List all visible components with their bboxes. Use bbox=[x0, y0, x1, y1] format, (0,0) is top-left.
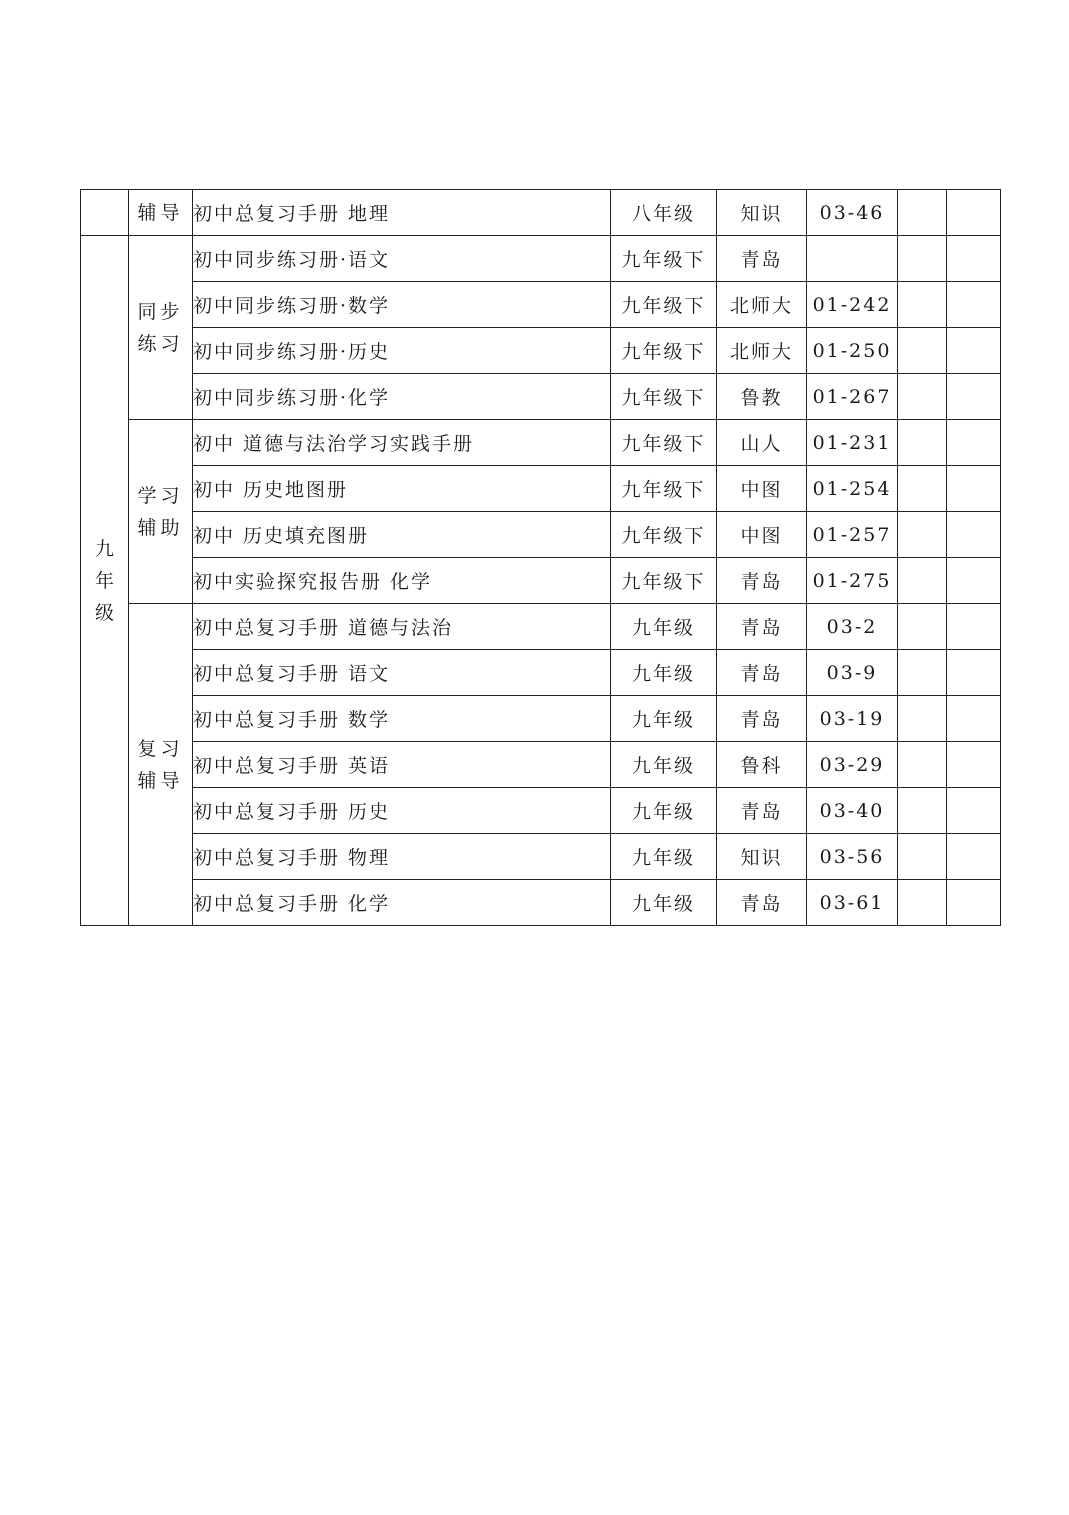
publisher-cell: 北师大 bbox=[717, 282, 807, 328]
publisher-cell: 青岛 bbox=[717, 236, 807, 282]
table-row bbox=[81, 604, 1001, 650]
empty-cell bbox=[947, 190, 1001, 236]
empty-cell bbox=[898, 558, 947, 604]
code-cell: 01-257 bbox=[807, 512, 898, 558]
title-cell: 初中同步练习册·化学 bbox=[193, 374, 611, 420]
table-row bbox=[81, 190, 1001, 236]
empty-cell bbox=[947, 650, 1001, 696]
grade-cell: 九年级 bbox=[81, 236, 129, 926]
code-cell: 03-2 bbox=[807, 604, 898, 650]
code-cell: 03-61 bbox=[807, 880, 898, 926]
title-cell: 初中总复习手册 化学 bbox=[193, 880, 611, 926]
book-list-table bbox=[80, 189, 1001, 926]
code-cell: 01-250 bbox=[807, 328, 898, 374]
category-cell: 复习辅导 bbox=[129, 604, 193, 926]
code-cell: 01-231 bbox=[807, 420, 898, 466]
publisher-cell: 青岛 bbox=[717, 880, 807, 926]
table-row bbox=[81, 696, 1001, 742]
publisher-cell: 青岛 bbox=[717, 604, 807, 650]
empty-cell bbox=[898, 374, 947, 420]
empty-cell bbox=[898, 190, 947, 236]
empty-cell bbox=[947, 466, 1001, 512]
empty-cell bbox=[898, 328, 947, 374]
empty-cell bbox=[898, 512, 947, 558]
publisher-cell: 青岛 bbox=[717, 696, 807, 742]
level-cell: 九年级下 bbox=[611, 236, 717, 282]
title-cell: 初中总复习手册 地理 bbox=[193, 190, 611, 236]
code-cell: 01-254 bbox=[807, 466, 898, 512]
level-cell: 九年级下 bbox=[611, 420, 717, 466]
level-cell: 九年级下 bbox=[611, 282, 717, 328]
title-cell: 初中总复习手册 英语 bbox=[193, 742, 611, 788]
code-cell: 03-29 bbox=[807, 742, 898, 788]
code-cell: 03-40 bbox=[807, 788, 898, 834]
title-cell: 初中同步练习册·语文 bbox=[193, 236, 611, 282]
title-cell: 初中总复习手册 语文 bbox=[193, 650, 611, 696]
category-cell: 辅导 bbox=[129, 190, 193, 236]
level-cell: 九年级下 bbox=[611, 512, 717, 558]
code-cell: 03-9 bbox=[807, 650, 898, 696]
empty-cell bbox=[898, 834, 947, 880]
title-cell: 初中总复习手册 物理 bbox=[193, 834, 611, 880]
empty-cell bbox=[947, 788, 1001, 834]
code-cell bbox=[807, 236, 898, 282]
table-row bbox=[81, 328, 1001, 374]
empty-cell bbox=[898, 650, 947, 696]
empty-cell bbox=[947, 282, 1001, 328]
empty-cell bbox=[947, 880, 1001, 926]
level-cell: 九年级 bbox=[611, 834, 717, 880]
empty-cell bbox=[947, 558, 1001, 604]
level-cell: 九年级下 bbox=[611, 374, 717, 420]
title-cell: 初中 历史填充图册 bbox=[193, 512, 611, 558]
code-cell: 03-19 bbox=[807, 696, 898, 742]
empty-cell bbox=[898, 282, 947, 328]
table-row bbox=[81, 512, 1001, 558]
code-cell: 01-275 bbox=[807, 558, 898, 604]
publisher-cell: 北师大 bbox=[717, 328, 807, 374]
level-cell: 九年级 bbox=[611, 880, 717, 926]
empty-cell bbox=[947, 512, 1001, 558]
table-row bbox=[81, 466, 1001, 512]
empty-cell bbox=[898, 466, 947, 512]
level-cell: 九年级 bbox=[611, 650, 717, 696]
empty-cell bbox=[898, 604, 947, 650]
empty-cell bbox=[947, 236, 1001, 282]
table-row bbox=[81, 742, 1001, 788]
table-row bbox=[81, 374, 1001, 420]
title-cell: 初中 历史地图册 bbox=[193, 466, 611, 512]
empty-cell bbox=[898, 236, 947, 282]
category-cell: 同步练习 bbox=[129, 236, 193, 420]
level-cell: 九年级 bbox=[611, 742, 717, 788]
publisher-cell: 中图 bbox=[717, 466, 807, 512]
table-row bbox=[81, 834, 1001, 880]
empty-cell bbox=[947, 328, 1001, 374]
empty-cell bbox=[947, 834, 1001, 880]
publisher-cell: 鲁科 bbox=[717, 742, 807, 788]
title-cell: 初中总复习手册 道德与法治 bbox=[193, 604, 611, 650]
table-row bbox=[81, 236, 1001, 282]
table-row bbox=[81, 788, 1001, 834]
publisher-cell: 中图 bbox=[717, 512, 807, 558]
level-cell: 八年级 bbox=[611, 190, 717, 236]
level-cell: 九年级下 bbox=[611, 466, 717, 512]
publisher-cell: 山人 bbox=[717, 420, 807, 466]
empty-cell bbox=[898, 420, 947, 466]
publisher-cell: 青岛 bbox=[717, 558, 807, 604]
level-cell: 九年级 bbox=[611, 788, 717, 834]
empty-cell bbox=[947, 420, 1001, 466]
publisher-cell: 青岛 bbox=[717, 650, 807, 696]
level-cell: 九年级 bbox=[611, 696, 717, 742]
table-row bbox=[81, 880, 1001, 926]
table-row bbox=[81, 420, 1001, 466]
table-row bbox=[81, 282, 1001, 328]
title-cell: 初中总复习手册 数学 bbox=[193, 696, 611, 742]
grade-cell-empty bbox=[81, 190, 129, 236]
title-cell: 初中 道德与法治学习实践手册 bbox=[193, 420, 611, 466]
title-cell: 初中同步练习册·历史 bbox=[193, 328, 611, 374]
category-cell: 学习辅助 bbox=[129, 420, 193, 604]
publisher-cell: 知识 bbox=[717, 190, 807, 236]
level-cell: 九年级下 bbox=[611, 558, 717, 604]
empty-cell bbox=[898, 742, 947, 788]
empty-cell bbox=[947, 604, 1001, 650]
table-row bbox=[81, 558, 1001, 604]
empty-cell bbox=[947, 742, 1001, 788]
empty-cell bbox=[898, 880, 947, 926]
code-cell: 03-56 bbox=[807, 834, 898, 880]
empty-cell bbox=[898, 696, 947, 742]
level-cell: 九年级下 bbox=[611, 328, 717, 374]
code-cell: 03-46 bbox=[807, 190, 898, 236]
title-cell: 初中实验探究报告册 化学 bbox=[193, 558, 611, 604]
publisher-cell: 鲁教 bbox=[717, 374, 807, 420]
empty-cell bbox=[947, 374, 1001, 420]
empty-cell bbox=[947, 696, 1001, 742]
empty-cell bbox=[898, 788, 947, 834]
level-cell: 九年级 bbox=[611, 604, 717, 650]
title-cell: 初中总复习手册 历史 bbox=[193, 788, 611, 834]
title-cell: 初中同步练习册·数学 bbox=[193, 282, 611, 328]
publisher-cell: 青岛 bbox=[717, 788, 807, 834]
code-cell: 01-242 bbox=[807, 282, 898, 328]
code-cell: 01-267 bbox=[807, 374, 898, 420]
publisher-cell: 知识 bbox=[717, 834, 807, 880]
table-row bbox=[81, 650, 1001, 696]
